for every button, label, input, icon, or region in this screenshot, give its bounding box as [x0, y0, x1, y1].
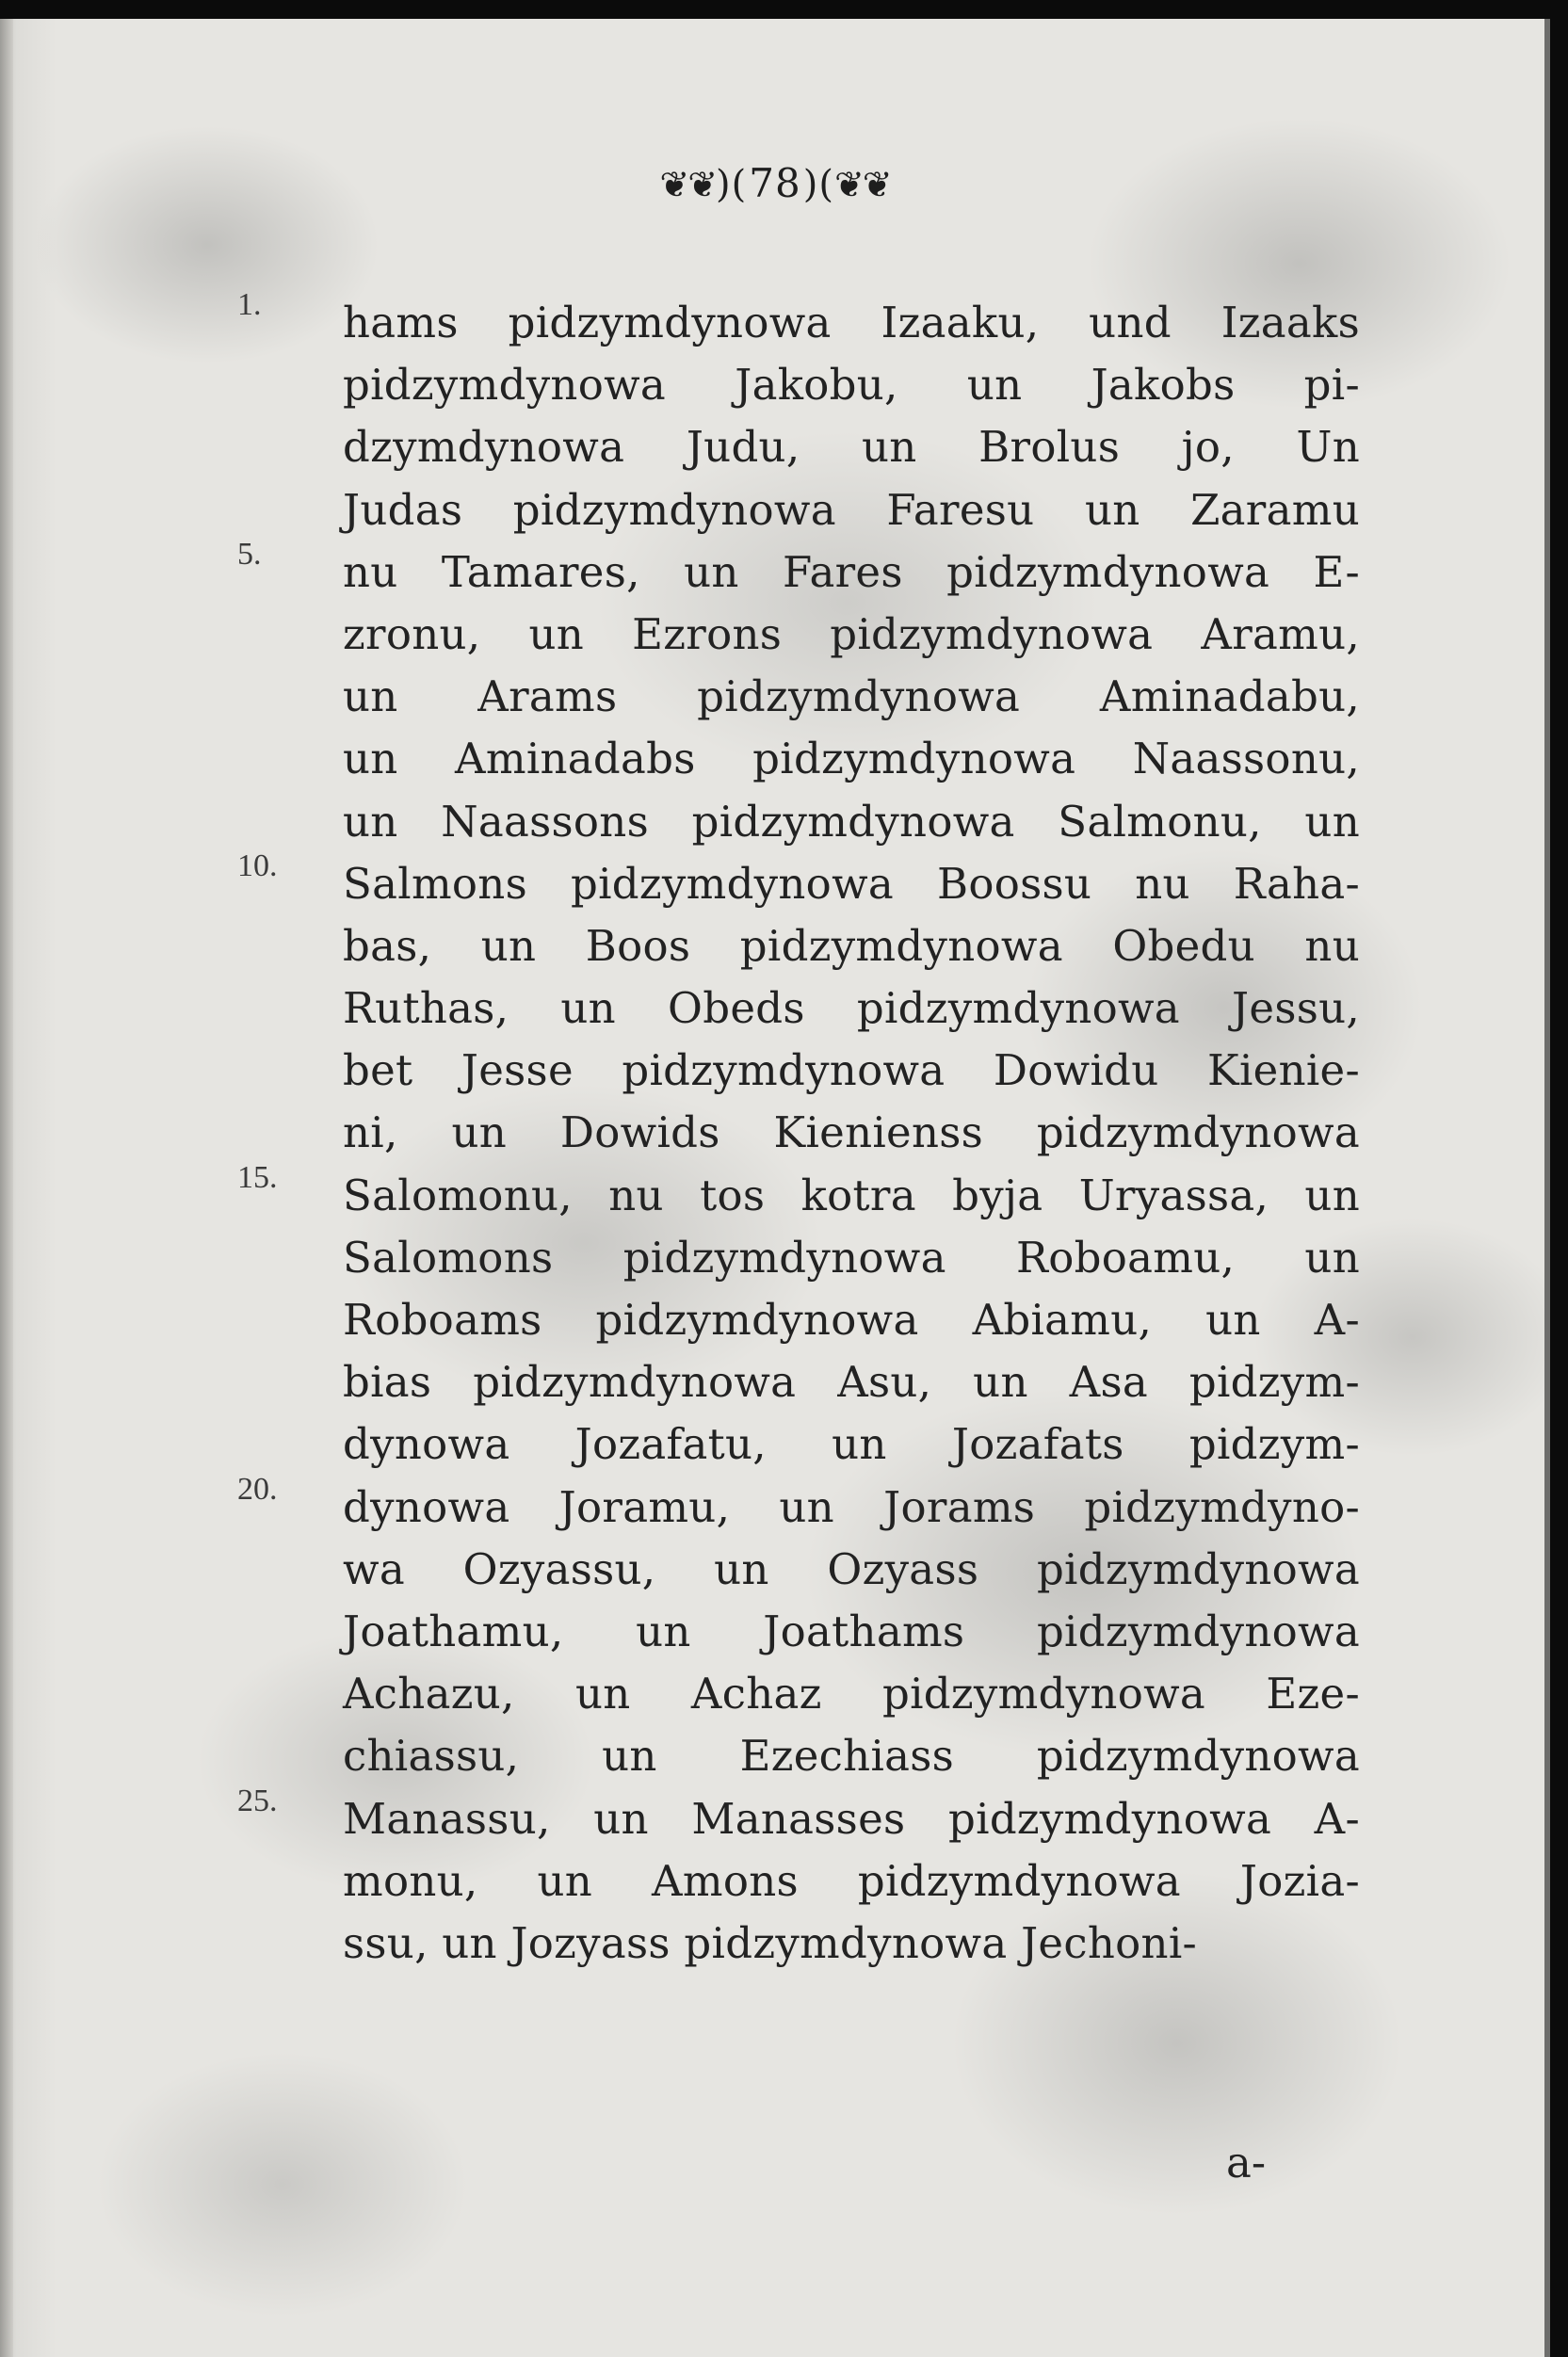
text-line: ni, un Dowids Kienienss pidzymdynowa — [343, 1107, 1360, 1158]
text-line: Roboams pidzymdynowa Abiamu, un A- — [343, 1295, 1360, 1345]
text-line: Ruthas, un Obeds pidzymdynowa Jessu, — [343, 983, 1360, 1034]
text-line: un Aminadabs pidzymdynowa Naassonu, — [343, 734, 1360, 784]
text-line: bas, un Boos pidzymdynowa Obedu nu — [343, 920, 1360, 971]
header-paren-close: )( — [802, 163, 834, 206]
ornament-left-icon: ❦❦ — [659, 164, 717, 205]
text-line: dynowa Jozafatu, un Jozafats pidzym- — [343, 1419, 1360, 1470]
catchword: a- — [1226, 2138, 1267, 2187]
text-line: un Naassons pidzymdynowa Salmonu, un — [343, 796, 1360, 847]
text-line: bet Jesse pidzymdynowa Dowidu Kienie- — [343, 1045, 1360, 1096]
line-number: 15. — [237, 1160, 278, 1195]
text-line: chiassu, un Ezechiass pidzymdynowa — [343, 1731, 1360, 1782]
text-line: Salmons pidzymdynowa Boossu nu Raha- — [343, 858, 1360, 909]
book-page — [0, 19, 1550, 2357]
text-line: monu, un Amons pidzymdynowa Jozia- — [343, 1855, 1360, 1906]
text-line: dzymdynowa Judu, un Brolus jo, Un — [343, 422, 1360, 473]
text-line: hams pidzymdynowa Izaaku, und Izaaks — [343, 298, 1360, 347]
header-paren-open: )( — [716, 163, 748, 206]
line-number: 25. — [237, 1784, 278, 1818]
text-line: Salomons pidzymdynowa Roboamu, un — [343, 1232, 1360, 1283]
text-line: dynowa Joramu, un Jorams pidzymdyno- — [343, 1481, 1360, 1532]
text-line: Manassu, un Manasses pidzymdynowa A- — [343, 1793, 1360, 1844]
text-line: un Arams pidzymdynowa Aminadabu, — [343, 671, 1360, 722]
text-line: bias pidzymdynowa Asu, un Asa pidzym- — [343, 1357, 1360, 1408]
text-line: Judas pidzymdynowa Faresu un Zaramu — [343, 484, 1360, 535]
line-number: 5. — [237, 537, 262, 572]
ornament-right-icon: ❦❦ — [833, 164, 891, 205]
page-edge — [1544, 19, 1550, 2357]
text-line: Achazu, un Achaz pidzymdynowa Eze- — [343, 1669, 1360, 1719]
text-line: wa Ozyassu, un Ozyass pidzymdynowa — [343, 1543, 1360, 1594]
line-number: 1. — [237, 287, 262, 322]
text-line: Salomonu, nu tos kotra byja Uryassa, un — [343, 1170, 1360, 1220]
binding-edge — [0, 19, 13, 2357]
text-line: ssu, un Jozyass pidzymdynowa Jechoni- — [343, 1917, 1198, 1968]
line-number: 20. — [237, 1472, 278, 1507]
body-text — [343, 292, 1360, 1975]
text-line: pidzymdynowa Jakobu, un Jakobs pi- — [343, 360, 1360, 411]
page-number: 78 — [749, 160, 801, 206]
page-header — [0, 160, 1550, 206]
line-number: 10. — [237, 848, 278, 883]
text-line: nu Tamares, un Fares pidzymdynowa E- — [343, 546, 1360, 597]
text-line: Joathamu, un Joathams pidzymdynowa — [343, 1606, 1360, 1656]
text-line: zronu, un Ezrons pidzymdynowa Aramu, — [343, 608, 1360, 659]
